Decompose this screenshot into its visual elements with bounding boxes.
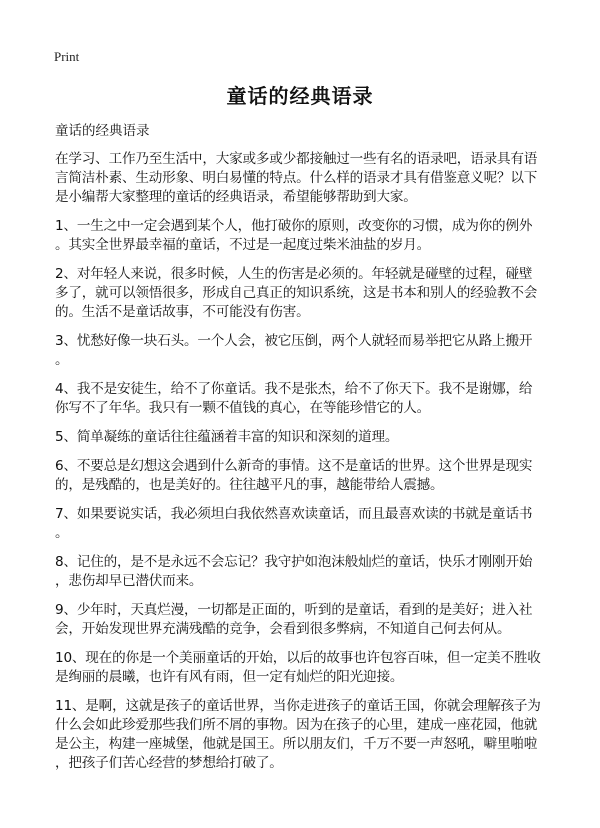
paragraph-line: 的，是残酷的，也是美好的。往往越平凡的事，越能带给人震撼。 <box>55 477 444 493</box>
paragraph-line: 9、少年时，天真烂漫，一切都是正面的，听到的是童话，看到的是美好；进入社 <box>55 602 533 618</box>
paragraph-line: 的。生活不是童话故事，不可能没有伤害。 <box>55 304 310 320</box>
document-subtitle: 童话的经典语录 <box>55 123 150 139</box>
paragraph-line: 是小编帮大家整理的童话的经典语录，希望能够帮助到大家。 <box>55 189 417 205</box>
paragraph-line: 言简洁朴素、生动形象、明白易懂的特点。什么样的语录才具有借鉴意义呢？以下 <box>55 170 538 186</box>
paragraph-line: 是公主，构建一座城堡，他就是国王。所以朋友们，千万不要一声怒吼，噼里啪啦 <box>55 736 538 752</box>
paragraph-line: 是绚丽的晨曦，也许有风有雨，但一定有灿烂的阳光迎接。 <box>55 669 404 685</box>
quote-paragraph <box>55 601 555 639</box>
quote-paragraph <box>55 457 555 495</box>
paragraph-line: 。其实全世界最幸福的童话，不过是一起度过柴米油盐的岁月。 <box>55 237 431 253</box>
paragraph-line: ，悲伤却早已潜伏而来。 <box>55 573 203 589</box>
quote-paragraph <box>55 649 555 687</box>
page-title: 童话的经典语录 <box>226 84 374 108</box>
paragraph-line: 5、简单凝练的童话往往蕴涵着丰富的知识和深刻的道理。 <box>55 429 399 445</box>
paragraph-line: 10、现在的你是一个美丽童话的开始，以后的故事也许包容百味，但一定美不胜收 <box>55 650 541 666</box>
paragraph-line: 。 <box>55 352 69 368</box>
paragraph-line: 2、对年轻人来说，很多时候，人生的伤害是必须的。年轻就是碰壁的过程，碰壁 <box>55 266 533 282</box>
paragraph-line: 11、是啊，这就是孩子的童话世界，当你走进孩子的童话王国，你就会理解孩子为 <box>55 698 541 714</box>
quote-paragraph <box>55 505 555 543</box>
print-link[interactable]: Print <box>54 49 80 64</box>
paragraph-line: 7、如果要说实话，我必须坦白我依然喜欢读童话，而且最喜欢读的书就是童话书 <box>55 506 533 522</box>
paragraph-line: 你写不了年华。我只有一颗不值钱的真心，在等能珍惜它的人。 <box>55 400 431 416</box>
document-body <box>55 150 555 783</box>
quote-paragraph <box>55 332 555 370</box>
quote-paragraph <box>55 265 555 322</box>
paragraph-line: 8、记住的，是不是永远不会忘记？我守护如泡沫般灿烂的童话，快乐才刚刚开始 <box>55 554 533 570</box>
paragraph-line: 3、忧愁好像一块石头。一个人会，被它压倒，两个人就轻而易举把它从路上搬开 <box>55 333 533 349</box>
paragraph-line: 。 <box>55 525 69 541</box>
paragraph-line: 6、不要总是幻想这会遇到什么新奇的事情。这不是童话的世界。这个世界是现实 <box>55 458 533 474</box>
quote-paragraph <box>55 380 555 418</box>
paragraph-line: 1、一生之中一定会遇到某个人，他打破你的原则，改变你的习惯，成为你的例外 <box>55 218 533 234</box>
paragraph-line: 在学习、工作乃至生活中，大家或多或少都接触过一些有名的语录吧，语录具有语 <box>55 151 538 167</box>
quote-paragraph <box>55 217 555 255</box>
quote-paragraph <box>55 697 555 773</box>
intro-paragraph <box>55 150 555 207</box>
paragraph-line: ，把孩子们苦心经营的梦想给打破了。 <box>55 755 283 771</box>
quote-paragraph <box>55 553 555 591</box>
paragraph-line: 多了，就可以领悟很多，形成自己真正的知识系统，这是书本和别人的经验教不会 <box>55 285 538 301</box>
paragraph-line: 什么会如此珍爱那些我们所不屑的事物。因为在孩子的心里，建成一座花园，他就 <box>55 717 538 733</box>
paragraph-line: 4、我不是安徒生，给不了你童话。我不是张杰，给不了你天下。我不是谢娜，给 <box>55 381 533 397</box>
paragraph-line: 会，开始发现世界充满残酷的竞争，会看到很多弊病，不知道自己何去何从。 <box>55 621 511 637</box>
quote-paragraph <box>55 428 555 447</box>
